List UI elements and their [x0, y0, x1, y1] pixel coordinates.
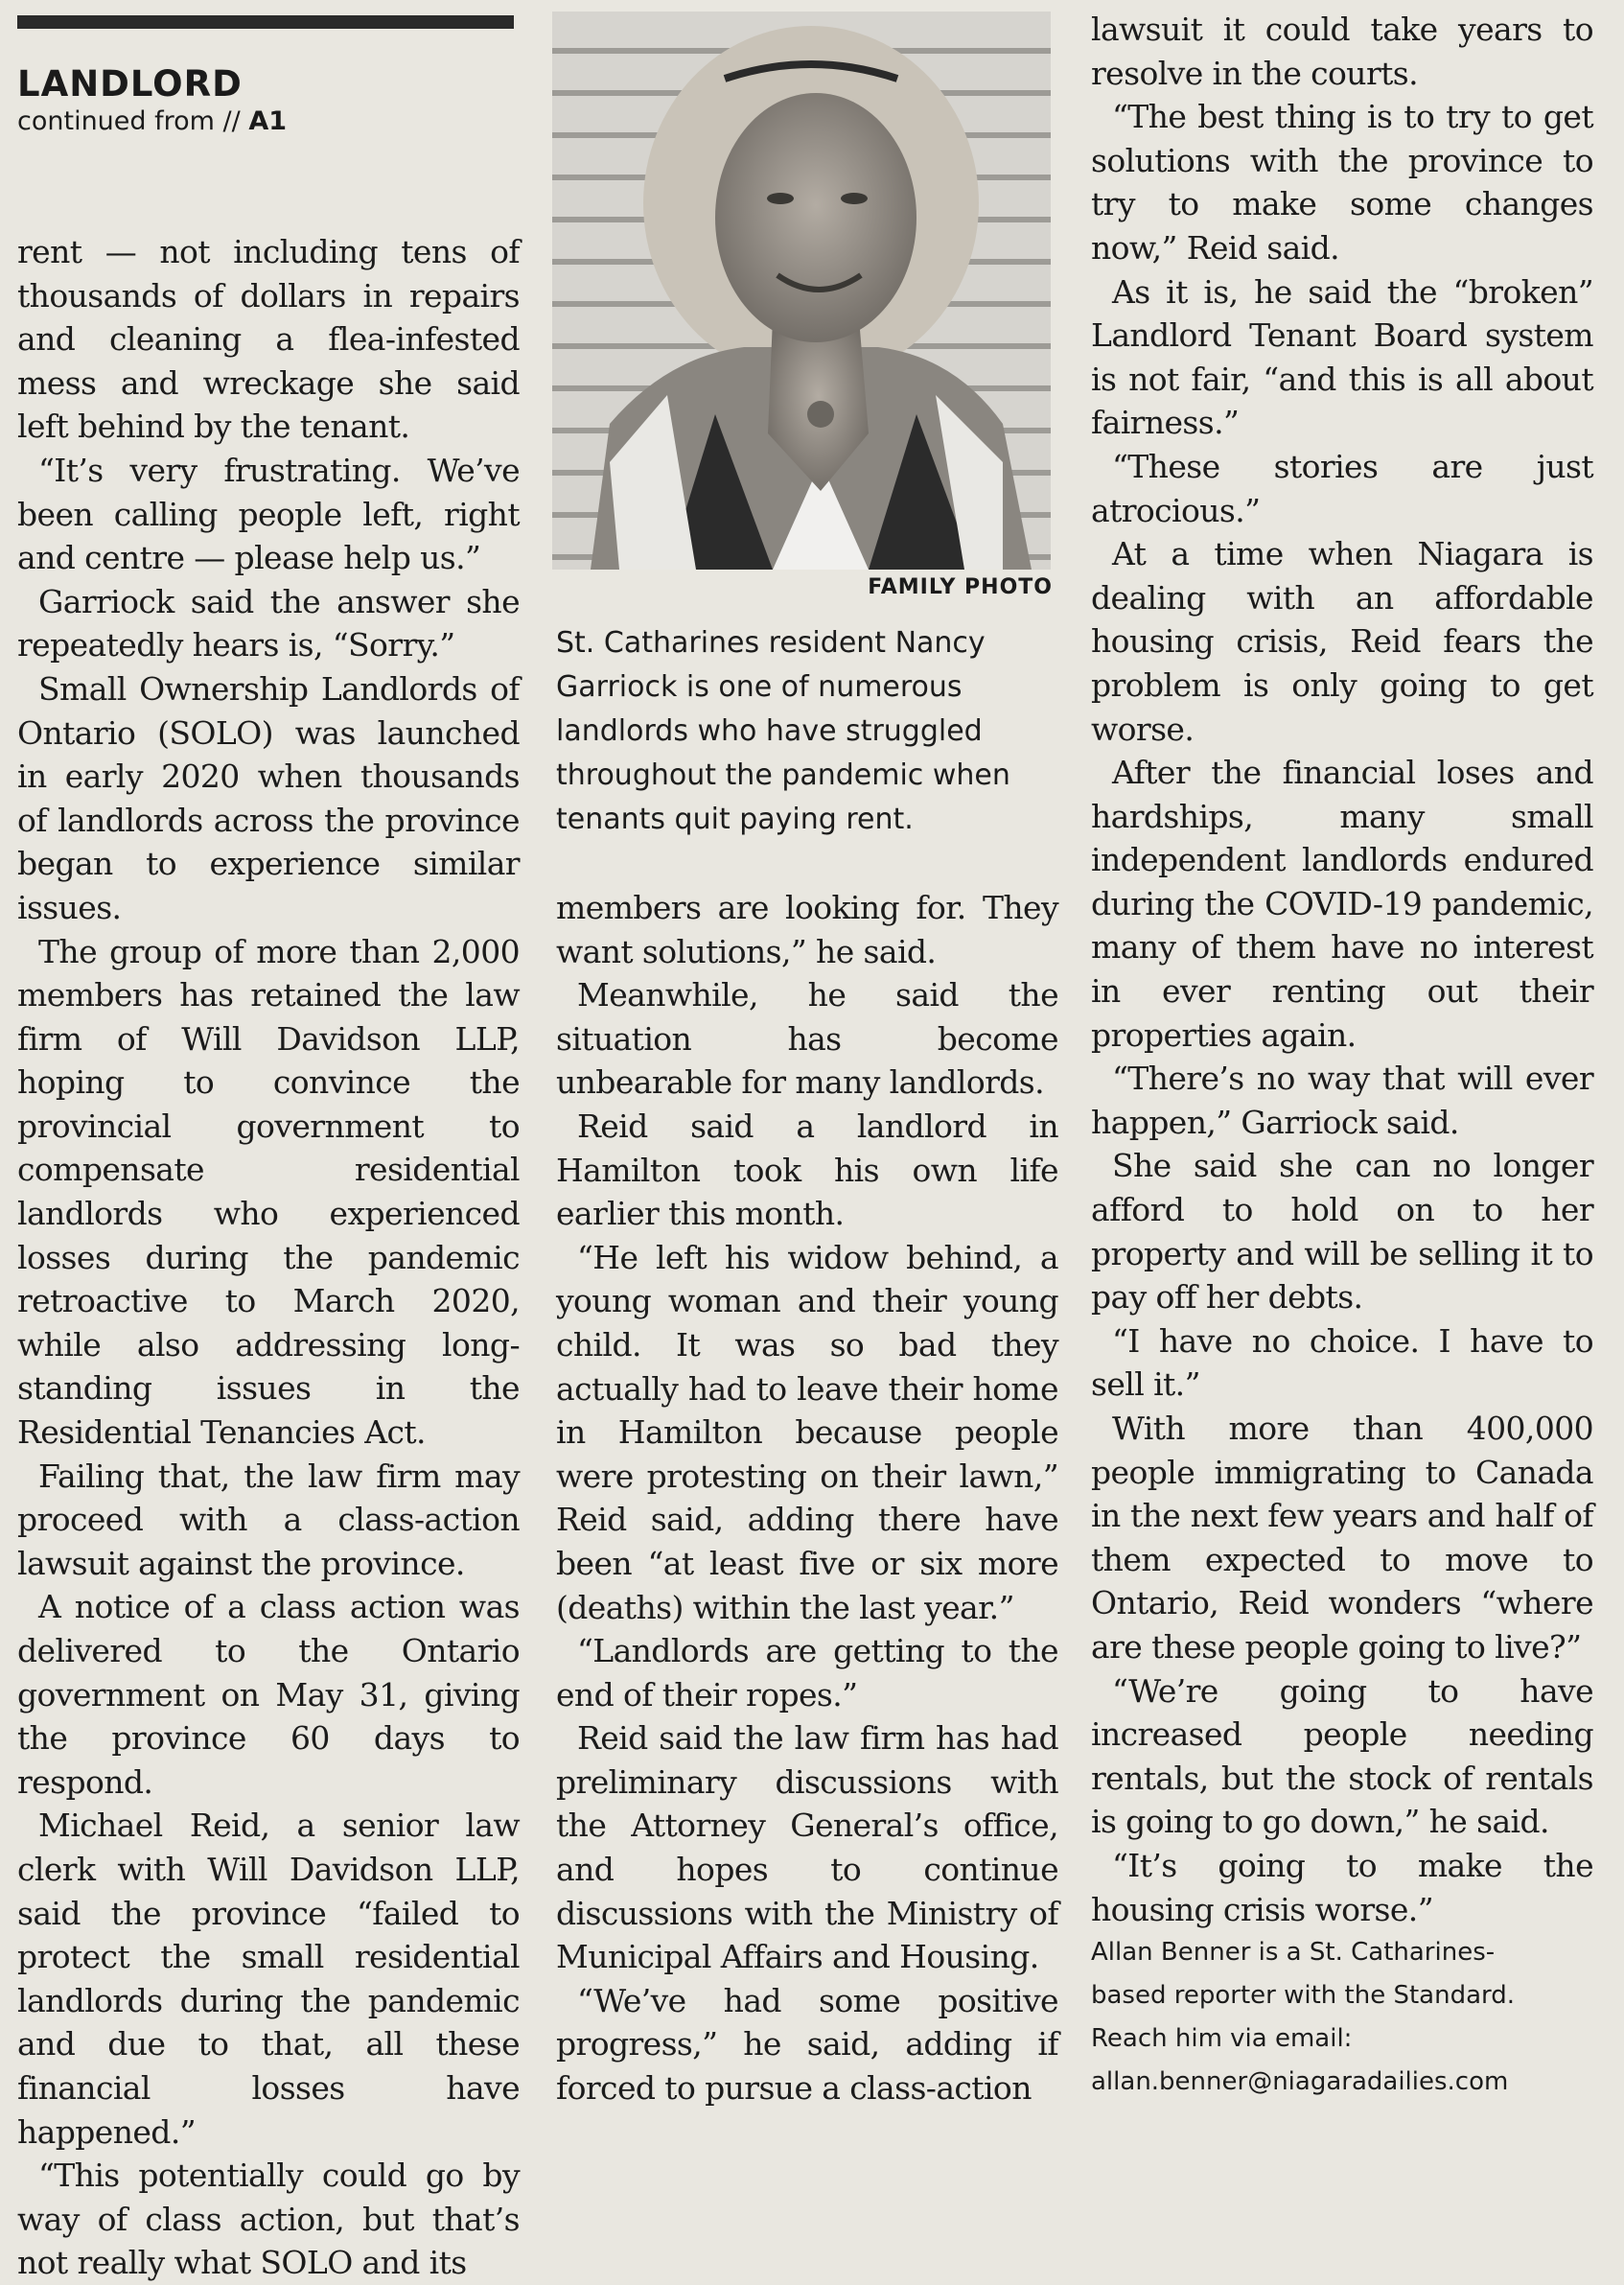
paragraph: “These stories are just atrocious.”	[1091, 447, 1593, 529]
paragraph: Michael Reid, a senior law clerk with Will Davidson LLP, said the province “failed to protect the small residential landlords during the pandemic and due to that, all these financial losses have happened.”	[17, 1807, 520, 2151]
column-1	[17, 0, 520, 2285]
continued-text: continued from //	[17, 106, 241, 136]
paragraph: “We’re going to have increased people needing rentals, but the stock of rentals is going to go down,” he said.	[1091, 1671, 1593, 1841]
paragraph: As it is, he said the “broken” Landlord Tenant Board system is not fair, “and this is all about fairness.”	[1091, 272, 1593, 442]
byline-line: Allan Benner is a St. Catharines-	[1091, 1938, 1496, 1968]
paragraph: members are looking for. They want solutions,” he said.	[556, 889, 1058, 970]
paragraph: “Landlords are getting to the end of their ropes.”	[556, 1632, 1058, 1714]
continued-page-link[interactable]: A1	[248, 106, 288, 136]
photo-caption: St. Catharines resident Nancy Garriock is one of numerous landlords who have struggled throughout the pandemic when tenants quit paying rent.	[556, 626, 1010, 836]
byline-line: based reporter with the Standard.	[1091, 1981, 1516, 2011]
paragraph: The group of more than 2,000 members has retained the law firm of Will Davidson LLP, hoping to convince the provincial government to compensate residential landlords who experienced losses during the pandemic retroactive to March 2020, while also addressing long-standing issues in the Residential Tenancies Act.	[17, 932, 520, 1452]
paragraph: Reid said the law firm has had preliminary discussions with the Attorney General’s office, and hopes to continue discussions with the Ministry of Municipal Affairs and Housing.	[556, 1719, 1058, 1976]
column-2-body	[556, 886, 1058, 2110]
portrait-image	[552, 12, 1051, 570]
paragraph: “There’s no way that will ever happen,” Garriock said.	[1091, 1060, 1593, 1141]
paragraph: “It’s very frustrating. We’ve been calling people left, right and centre — please help us.”	[17, 451, 520, 577]
paragraph: At a time when Niagara is dealing with an affordable housing crisis, Reid fears the problem is only going to get worse.	[1091, 535, 1593, 748]
paragraph: lawsuit it could take years to resolve in the courts.	[1091, 11, 1593, 92]
paragraph: rent — not including tens of thousands of dollars in repairs and cleaning a flea-infested mess and wreckage she said left behind by the tenant.	[17, 233, 520, 446]
paragraph: Reid said a landlord in Hamilton took his own life earlier this month.	[556, 1107, 1058, 1233]
paragraph: After the financial loses and hardships, many small independent landlords endured during the COVID-19 pandemic, many of them have no interest in ever renting out their properties again.	[1091, 754, 1593, 1054]
column-3	[1091, 8, 1593, 2104]
paragraph: With more than 400,000 people immigrating to Canada in the next few years and half of them expected to move to Ontario, Reid wonders “where are these people going to live?”	[1091, 1410, 1593, 1666]
continued-from	[17, 106, 520, 136]
section-kicker: LANDLORD	[17, 63, 243, 105]
photo-credit: FAMILY PHOTO	[868, 575, 1053, 599]
section-rule	[17, 15, 514, 29]
paragraph: “The best thing is to try to get solutions with the province to try to make some changes now,” Reid said.	[1091, 98, 1593, 267]
paragraph: “I have no choice. I have to sell it.”	[1091, 1321, 1593, 1404]
paragraph: Garriock said the answer she repeatedly hears is, “Sorry.”	[17, 582, 520, 665]
author-email-link[interactable]: allan.benner@niagaradailies.com	[1091, 2067, 1509, 2097]
column-1-body	[17, 230, 520, 2285]
paragraph: “This potentially could go by way of class action, but that’s not really what SOLO and its	[17, 2157, 520, 2282]
byline-line: Reach him via email:	[1091, 2024, 1353, 2054]
article-photo	[552, 12, 1051, 570]
paragraph: “We’ve had some positive progress,” he said, adding if forced to pursue a class-action	[556, 1981, 1058, 2108]
paragraph: Failing that, the law firm may proceed with a class-action lawsuit against the province.	[17, 1457, 520, 1582]
paragraph: Meanwhile, he said the situation has become unbearable for many landlords.	[556, 976, 1058, 1102]
paragraph: “He left his widow behind, a young woman and their young child. It was so bad they actually had to leave their home in Hamilton because people were protesting on their lawn,” Reid said, adding there have been “at least five or six more (deaths) within the last year.”	[556, 1238, 1058, 1626]
paragraph: A notice of a class action was delivered to the Ontario government on May 31, giving the province 60 days to respond.	[17, 1588, 520, 1801]
paragraph: “It’s going to make the housing crisis worse.”	[1091, 1846, 1593, 1928]
author-byline	[1091, 1931, 1593, 2104]
paragraph: She said she can no longer afford to hold on to her property and will be selling it to pay off her debts.	[1091, 1147, 1593, 1317]
paragraph: Small Ownership Landlords of Ontario (SOLO) was launched in early 2020 when thousands of landlords across the province began to experience similar issues.	[17, 669, 520, 926]
